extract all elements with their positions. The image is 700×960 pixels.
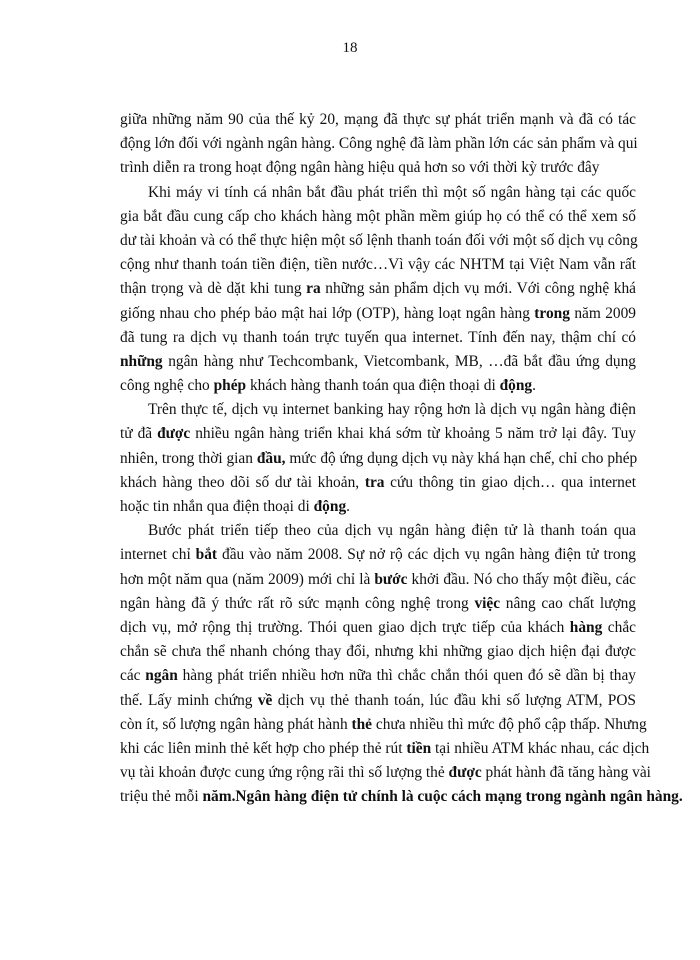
paragraph — [120, 519, 683, 809]
text-line — [120, 108, 636, 132]
text-run: Khi máy vi tính cá nhân bắt đầu phát triển thì một số ngân hàng tại các quốc — [148, 183, 636, 201]
text-line — [120, 302, 636, 326]
text-run: dịch vụ thẻ thanh toán, lúc đầu khi số lượng ATM, POS — [272, 691, 636, 709]
bold-text: hàng — [569, 618, 603, 636]
text-run: ngân hàng đã ý thức rất rõ sức mạnh công nghệ trong — [120, 594, 475, 612]
text-line — [120, 229, 636, 253]
text-run: Bước phát triển tiếp theo của dịch vụ ngân hàng điện tử là thanh toán qua — [148, 522, 636, 540]
text-run: những sản phẩm dịch vụ mới. Với công nghệ khá — [320, 280, 636, 298]
text-line — [120, 326, 636, 350]
text-run: công nghệ cho — [120, 377, 214, 395]
text-line — [120, 132, 636, 156]
text-run: đã tung ra dịch vụ thanh toán trực tuyến qua internet. Tính đến nay, thậm chí có — [120, 328, 636, 346]
text-run: vụ tài khoản được cung ứng rộng rãi thì số lượng thẻ — [120, 764, 449, 782]
text-line — [120, 737, 650, 761]
text-line — [120, 447, 636, 471]
bold-text: tra — [364, 473, 385, 491]
text-run: khách hàng theo dõi số dư tài khoản, — [120, 473, 365, 491]
bold-text: ngân — [145, 667, 178, 685]
text-run: thế. Lấy minh chứng — [120, 691, 258, 709]
text-run: thận trọng và dè dặt khi tung — [120, 280, 307, 298]
paragraph — [120, 181, 636, 399]
text-run: chắn sẽ chưa thể nhanh chóng thay đổi, nhưng khi những giao dịch hiện đại được — [120, 643, 636, 661]
bold-text: bước — [374, 570, 408, 588]
bold-text: việc — [474, 594, 501, 612]
text-run: nhiên, trong thời gian — [120, 449, 257, 467]
bold-text: bắt — [195, 546, 218, 564]
text-line — [120, 519, 636, 543]
text-run: còn ít, số lượng ngân hàng phát hành — [120, 715, 352, 733]
text-run: gia bắt đầu cung cấp cho khách hàng một phần mềm giúp họ có thể có thể xem số — [120, 207, 636, 225]
text-run: dư tài khoản và có thể thực hiện một số lệnh thanh toán đối với một số dịch vụ công — [120, 231, 638, 249]
text-line — [120, 181, 636, 205]
text-line — [120, 156, 636, 180]
text-run: khách hàng thanh toán qua điện thoại di — [246, 377, 500, 395]
document-body — [120, 108, 683, 809]
text-line — [120, 785, 683, 809]
text-run: khởi đầu. Nó cho thấy một điều, các — [407, 570, 636, 588]
text-run: cộng như thanh toán tiền điện, tiền nước…Vì vậy các NHTM tại Việt Nam vẫn rất — [120, 256, 636, 274]
text-line — [120, 471, 636, 495]
text-line — [120, 350, 636, 374]
bold-text: năm.Ngân hàng điện tử chính là cuộc cách mạng trong ngành ngân hàng. — [202, 788, 683, 806]
text-run: hoặc tin nhắn qua điện thoại di — [120, 498, 314, 515]
text-line — [120, 205, 636, 229]
bold-text: phép — [213, 377, 247, 395]
text-line — [120, 664, 636, 688]
text-line — [120, 713, 647, 737]
bold-text: được — [448, 764, 482, 782]
text-run: tại nhiều ATM khác nhau, các dịch — [431, 739, 650, 757]
text-line — [120, 253, 636, 277]
text-run: chưa nhiều thì mức độ phổ cập thấp. Nhưng — [372, 715, 647, 733]
text-run: tử đã — [120, 425, 158, 443]
bold-text: động — [499, 377, 533, 395]
bold-text: ra — [306, 280, 321, 298]
text-run: các — [120, 667, 146, 685]
text-run: động lớn đối với ngành ngân hàng. Công nghệ đã làm phần lớn các sản phẩm và qui — [120, 135, 638, 153]
text-line — [120, 592, 636, 616]
text-line — [120, 761, 651, 785]
text-run: Trên thực tế, dịch vụ internet banking hay rộng hơn là dịch vụ ngân hàng điện — [148, 401, 636, 419]
bold-text: trong — [534, 304, 570, 322]
text-run: giữa những năm 90 của thế kỷ 20, mạng đã thực sự phát triển mạnh và đã có tác — [120, 111, 636, 128]
text-run: trình diễn ra trong hoạt động ngân hàng hiệu quả hơn so với thời kỳ trước đây — [120, 159, 600, 177]
text-run: hơn một năm qua (năm 2009) mới chỉ là — [120, 570, 375, 588]
bold-text: tiền — [406, 739, 432, 757]
text-run: khi các liên minh thẻ kết hợp cho phép thẻ rút — [120, 739, 407, 757]
text-run: . — [346, 498, 350, 515]
text-run: đầu vào năm 2008. Sự nở rộ các dịch vụ ngân hàng điện tử trong — [217, 546, 636, 564]
text-run: cứu thông tin giao dịch… qua internet — [384, 473, 636, 491]
text-run: năm 2009 — [569, 304, 636, 322]
paragraph — [120, 108, 636, 181]
text-run: chắc — [602, 618, 636, 636]
bold-text: được — [157, 425, 191, 443]
text-line — [120, 616, 636, 640]
text-line — [120, 543, 636, 567]
text-run: phát hành đã tăng hàng vài — [481, 764, 651, 782]
text-run: mức độ ứng dụng dịch vụ này khá hạn chế, chỉ cho phép — [285, 449, 638, 467]
bold-text: thẻ — [351, 715, 373, 733]
bold-text: về — [257, 691, 273, 709]
bold-text: động — [313, 498, 347, 515]
text-run: . — [532, 377, 536, 395]
bold-text: đầu, — [256, 449, 286, 467]
text-run: ngân hàng như Techcombank, Vietcombank, MB, …đã bắt đầu ứng dụng — [162, 352, 636, 370]
text-line — [120, 689, 636, 713]
text-run: internet chỉ — [120, 546, 196, 564]
paragraph — [120, 398, 636, 519]
page-number: 18 — [342, 40, 358, 56]
text-run: dịch vụ, mở rộng thị trường. Thói quen giao dịch trực tiếp của khách — [120, 618, 570, 636]
text-line — [120, 277, 636, 301]
bold-text: những — [120, 352, 163, 370]
text-run: nhiều ngân hàng triển khai khá sớm từ khoảng 5 năm trở lại đây. Tuy — [190, 425, 636, 443]
text-line — [120, 640, 636, 664]
text-run: nâng cao chất lượng — [500, 594, 636, 612]
text-line — [120, 422, 636, 446]
text-line — [120, 374, 636, 398]
text-run: triệu thẻ mỗi — [120, 788, 203, 806]
text-line — [120, 495, 636, 519]
text-line — [120, 398, 636, 422]
text-line — [120, 568, 636, 592]
text-run: hàng phát triển nhiều hơn nữa thì chắc chắn thói quen đó sẽ dần bị thay — [177, 667, 636, 685]
text-run: giống nhau cho phép bảo mật hai lớp (OTP), hàng loạt ngân hàng — [120, 304, 535, 322]
